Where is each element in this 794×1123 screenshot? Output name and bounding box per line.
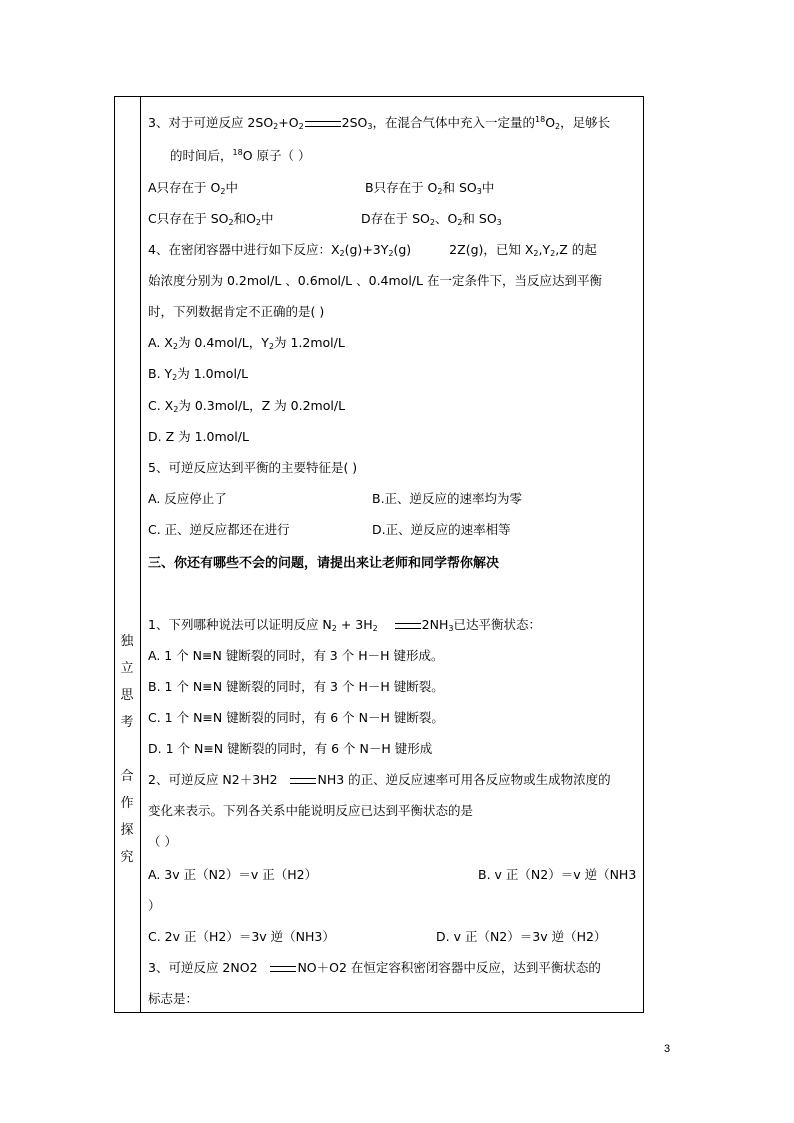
p1-option-b: B. 1 个 N≡N 键断裂的同时，有 3 个 H－H 键断裂。 <box>148 679 444 694</box>
sidebar-char: 作 <box>120 796 134 811</box>
q3-option-d <box>361 209 502 227</box>
sidebar-char: 独 <box>120 634 134 649</box>
text: 、O <box>434 211 458 226</box>
text: 和O <box>233 211 256 226</box>
text: +O <box>278 115 299 130</box>
text: ,Z 的起 <box>555 242 597 257</box>
text: C. X <box>148 398 174 413</box>
subscript: 2 <box>555 122 561 131</box>
p2-option-a: A. 3v 正（N2）＝v 正（H2） <box>148 867 318 882</box>
p2-option-d: D. v 正（N2）＝3v 逆（H2） <box>436 929 607 944</box>
subscript: 2 <box>429 218 435 227</box>
q4-option-d: D. Z 为 1.0mol/L <box>148 429 249 444</box>
q4-option-c <box>148 396 345 414</box>
p3-line1 <box>148 958 601 976</box>
subscript: 2 <box>220 187 226 196</box>
p2-line3: （ ） <box>148 834 177 849</box>
text: ，在混合气体中充入一定量的 <box>372 115 535 130</box>
subscript: 3 <box>448 624 454 633</box>
q4-line3: 时，下列数据肯定不正确的是( ) <box>148 304 325 319</box>
q4-option-a <box>148 333 345 351</box>
q5-line1: 5、可逆反应达到平衡的主要特征是( ) <box>148 460 358 475</box>
subscript: 2 <box>550 249 556 258</box>
sidebar-char: 考 <box>120 715 134 730</box>
text: 4、在密闭容器中进行如下反应：X <box>148 242 340 257</box>
p2-option-b: B. v 正（N2）＝v 逆（NH3 <box>478 867 637 882</box>
text: (g) <box>393 242 412 257</box>
text: 2NH <box>421 617 449 632</box>
page-number: 3 <box>664 1043 671 1055</box>
subscript: 2 <box>331 624 337 633</box>
q4-line1 <box>148 240 597 258</box>
p2-line2: 变化来表示。下列各关系中能说明反应已达到平衡状态的是 <box>148 803 474 818</box>
subscript: 2 <box>372 624 378 633</box>
subscript: 2 <box>388 249 394 258</box>
superscript: 18 <box>232 148 243 157</box>
subscript: 2 <box>172 342 178 351</box>
text: 为 0.3mol/L，Z 为 0.2mol/L <box>178 398 346 413</box>
subscript: 3 <box>496 218 502 227</box>
sidebar-gap <box>114 736 140 763</box>
text: NO＋O2 在恒定容积密闭容器中反应，达到平衡状态的 <box>297 960 601 975</box>
section-heading: 三、你还有哪些不会的问题，请提出来让老师和同学帮你解决 <box>148 556 500 571</box>
q5-option-a: A. 反应停止了 <box>148 491 227 506</box>
text: 和 SO <box>462 211 497 226</box>
column-divider <box>140 96 141 1013</box>
text: + 3H <box>336 617 373 632</box>
p2-option-c: C. 2v 正（H2）＝3v 逆（NH3） <box>148 929 335 944</box>
subscript: 2 <box>437 187 443 196</box>
sidebar-char: 思 <box>120 688 134 703</box>
text: ,Y <box>538 242 551 257</box>
subscript: 2 <box>298 122 304 131</box>
p1-option-a: A. 1 个 N≡N 键断裂的同时，有 3 个 H－H 键形成。 <box>148 648 444 663</box>
text: (g)+3Y <box>344 242 389 257</box>
subscript: 2 <box>273 122 279 131</box>
text: 3、可逆反应 2NO2 <box>148 960 258 975</box>
sidebar-char: 合 <box>120 769 134 784</box>
subscript: 2 <box>172 373 178 382</box>
sidebar-char: 立 <box>120 661 134 676</box>
text: D存在于 SO <box>361 211 430 226</box>
text: 1、下列哪种说法可以证明反应 N <box>148 617 332 632</box>
equilibrium-arrow-icon <box>305 121 341 127</box>
text: 和 SO <box>442 180 477 195</box>
q5-option-c: C. 正、逆反应都还在进行 <box>148 522 290 537</box>
sidebar-char: 究 <box>120 850 134 865</box>
q4-option-b <box>148 364 248 382</box>
equilibrium-arrow-icon <box>270 966 296 972</box>
text: A. X <box>148 335 173 350</box>
p1-option-d: D. 1 个 N≡N 键断裂的同时，有 6 个 N－H 键形成 <box>148 741 433 756</box>
text: 的时间后， <box>170 148 233 163</box>
text: 2Z(g)，已知 X <box>449 242 534 257</box>
text: 为 0.4mol/L，Y <box>177 335 269 350</box>
p2-line1 <box>148 770 611 788</box>
q3-option-a <box>148 178 238 196</box>
subscript: 2 <box>268 342 274 351</box>
text: 为 1.2mol/L <box>274 335 345 350</box>
subscript: 2 <box>533 249 539 258</box>
text: 3、对于可逆反应 2SO <box>148 115 274 130</box>
q3-line1 <box>148 113 610 131</box>
text: C只存在于 SO <box>148 211 229 226</box>
subscript: 2 <box>255 218 262 227</box>
q3-option-b <box>365 178 494 196</box>
text: 2SO <box>341 115 368 130</box>
superscript: 18 <box>535 115 546 124</box>
subscript: 2 <box>339 249 345 258</box>
sidebar-label <box>114 628 140 871</box>
p1-line1 <box>148 615 541 633</box>
p2-option-b-cont: ） <box>148 898 161 913</box>
text: B. Y <box>148 366 173 381</box>
text: B只存在于 O <box>365 180 438 195</box>
q5-option-d: D.正、逆反应的速率相等 <box>372 522 511 537</box>
equilibrium-arrow-icon <box>290 778 316 784</box>
subscript: 2 <box>457 218 463 227</box>
p3-line2: 标志是： <box>148 991 199 1006</box>
q5-option-b: B.正、逆反应的速率均为零 <box>372 491 523 506</box>
text: 已达平衡状态： <box>453 617 541 632</box>
subscript: 3 <box>476 187 482 196</box>
text: 为 1.0mol/L <box>177 366 249 381</box>
q4-line2: 始浓度分别为 0.2mol/L 、0.6mol/L 、0.4mol/L 在一定条件下，当反应达到平衡 <box>148 273 602 288</box>
text: 中 <box>481 180 495 195</box>
text: O 原子（ ） <box>242 148 311 163</box>
text: NH3 的正、逆反应速率可用各反应物或生成物浓度的 <box>317 772 611 787</box>
q3-line2 <box>170 146 311 164</box>
text: A只存在于 O <box>148 180 221 195</box>
subscript: 2 <box>228 218 234 227</box>
p1-option-c: C. 1 个 N≡N 键断裂的同时，有 6 个 N－H 键断裂。 <box>148 710 444 725</box>
subscript: 2 <box>173 405 179 414</box>
subscript: 3 <box>367 122 373 131</box>
text: 2、可逆反应 N2＋3H2 <box>148 772 278 787</box>
text: 中 <box>261 211 274 226</box>
sidebar-char: 探 <box>120 823 134 838</box>
q3-option-c <box>148 209 274 227</box>
text: 中 <box>225 180 238 195</box>
equilibrium-arrow-icon <box>395 623 421 629</box>
text: O <box>545 115 556 130</box>
text: ，足够长 <box>560 115 611 130</box>
